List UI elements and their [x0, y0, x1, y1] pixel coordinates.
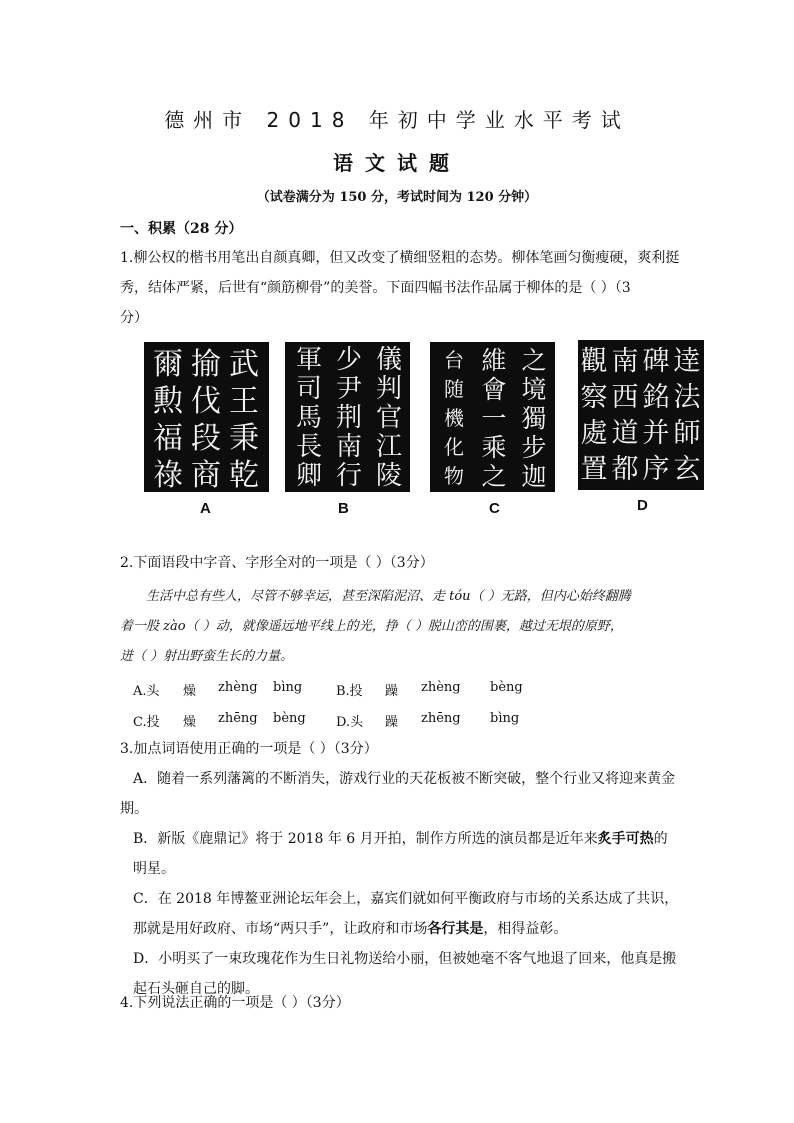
q3-option-c-cont [120, 914, 680, 944]
choice-b-char1: B.投 [336, 684, 363, 699]
panel-a-col-3: 爾 勲 福 祿 [153, 347, 183, 492]
panel-a-col-2: 揄 伐 段 商 [191, 347, 221, 492]
choice-c-pinyin2: bèng [273, 711, 306, 726]
choice-a-pinyin2: bìng [273, 680, 303, 695]
panel-c-col-1: 之 境 獨 步 迦 [521, 346, 547, 491]
choice-c-char2: 燥 [183, 715, 197, 730]
q1-line-2: 秀，结体严紧，后世有“颜筋柳骨”的美誉。下面四幅书法作品属于柳体的是（ ）（3 [120, 280, 631, 296]
panel-b-col-2: 少 尹 荆 南 行 [335, 345, 362, 491]
exam-title: 德州市 2018 年初中学业水平考试 [164, 108, 630, 132]
choice-d-pinyin2: bìng [490, 711, 520, 726]
q3-option-b [120, 824, 680, 884]
panel-d-label: D [637, 497, 648, 514]
q3-c-pre: 那就是用好政府、市场“两只手”，让政府和市场 [133, 921, 428, 937]
q3-b-post: 的明星。 [133, 831, 668, 877]
question-4 [120, 988, 680, 1018]
q3-option-a: A．随着一系列藩篱的不断消失，游戏行业的天花板被不断突破，整个行业又将迎来黄金 [133, 771, 676, 787]
panel-b-label: B [338, 500, 349, 517]
calligraphy-panel-b [285, 342, 410, 492]
paper-subtitle: 语文试题 [333, 151, 461, 175]
calligraphy-samples [140, 340, 710, 520]
q3-stem: 3.加点词语使用正确的一项是（ ）（3分） [120, 741, 378, 757]
panel-d-col-1: 逹 法 師 玄 [673, 346, 701, 485]
choice-c-pinyin1: zhēng [218, 711, 258, 726]
choice-c-char1: C.投 [133, 715, 160, 730]
exam-note: （试卷满分为 150 分，考试时间为 120 分钟） [256, 190, 538, 205]
q3-c-post: ，相得益彰。 [483, 921, 568, 937]
q4-stem: 4.下列说法正确的一项是（ ）（3分） [120, 995, 350, 1011]
question-2 [120, 548, 680, 578]
q3-c-emphasis: 各行其是 [427, 921, 484, 937]
q3-b-emphasis: 炙手可热 [597, 831, 654, 847]
panel-c-col-2: 維 會 一 乘 之 [481, 346, 507, 491]
panel-d-col-3: 南 西 道 都 [611, 346, 639, 485]
q1-line-3: 分） [120, 310, 148, 326]
q2-passage-line-1: 生活中总有些人，尽管不够幸运，甚至深陷泥沼、走 tóu（ ）无路，但内心始终翻腾 [146, 589, 631, 604]
choice-b-pinyin2: bèng [490, 680, 523, 695]
q1-line-1: 1.柳公权的楷书用笔出自颜真卿，但又改变了横细竖粗的态势。柳体笔画匀衡瘦硬，爽利挺 [120, 250, 680, 266]
calligraphy-panel-c [430, 342, 555, 492]
q2-passage-line-2: 着一股 zào（ ）动，就像遥远地平线上的光，挣（ ）脱山峦的围裹，越过无垠的原野， [120, 619, 623, 634]
section-heading: 一、积累（28 分） [120, 221, 243, 237]
choice-a-char1: A.头 [133, 684, 160, 699]
panel-d-col-4: 觀 察 處 置 [580, 346, 608, 485]
panel-b-col-3: 軍 司 馬 長 卿 [295, 345, 322, 491]
panel-b-col-1: 儀 判 官 江 陵 [375, 345, 402, 491]
q3-option-d: D．小明买了一束玫瑰花作为生日礼物送给小丽，但被她毫不客气地退了回来，他真是搬 [133, 951, 677, 967]
question-3 [120, 734, 680, 1004]
panel-c-label: C [489, 500, 500, 517]
q2-passage [120, 582, 680, 672]
choice-d-char1: D.头 [336, 715, 364, 730]
q3-option-c: C．在 2018 年博鳌亚洲论坛年会上，嘉宾们就如何平衡政府与市场的关系达成了共识， [133, 891, 679, 907]
panel-a-label: A [200, 500, 211, 517]
choice-d-pinyin1: zhēng [421, 711, 461, 726]
question-1 [120, 243, 680, 333]
choice-b-char2: 躁 [385, 684, 399, 699]
q2-stem: 2.下面语段中字音、字形全对的一项是（ ）（3分） [120, 555, 434, 571]
calligraphy-panel-d [578, 340, 704, 490]
choice-a-char2: 燥 [183, 684, 197, 699]
choice-d-char2: 躁 [385, 715, 399, 730]
q3-option-a-cont: 期。 [120, 801, 148, 817]
q3-option-d-cont: 起石头砸自己的脚。 [133, 981, 259, 997]
calligraphy-panel-a [144, 342, 269, 492]
q3-b-pre: B．新版《鹿鼎记》将于 2018 年 6 月开拍，制作方所选的演员都是近年来 [133, 831, 598, 847]
choice-b-pinyin1: zhèng [421, 680, 461, 695]
q2-passage-line-3: 迸（ ）射出野蛮生长的力量。 [120, 649, 294, 664]
panel-a-col-1: 武 王 秉 乾 [229, 347, 259, 492]
panel-c-col-3: 台 随 機 化 物 [444, 348, 464, 488]
panel-d-col-2: 碑 銘 并 序 [642, 346, 670, 485]
choice-a-pinyin1: zhèng [218, 680, 258, 695]
